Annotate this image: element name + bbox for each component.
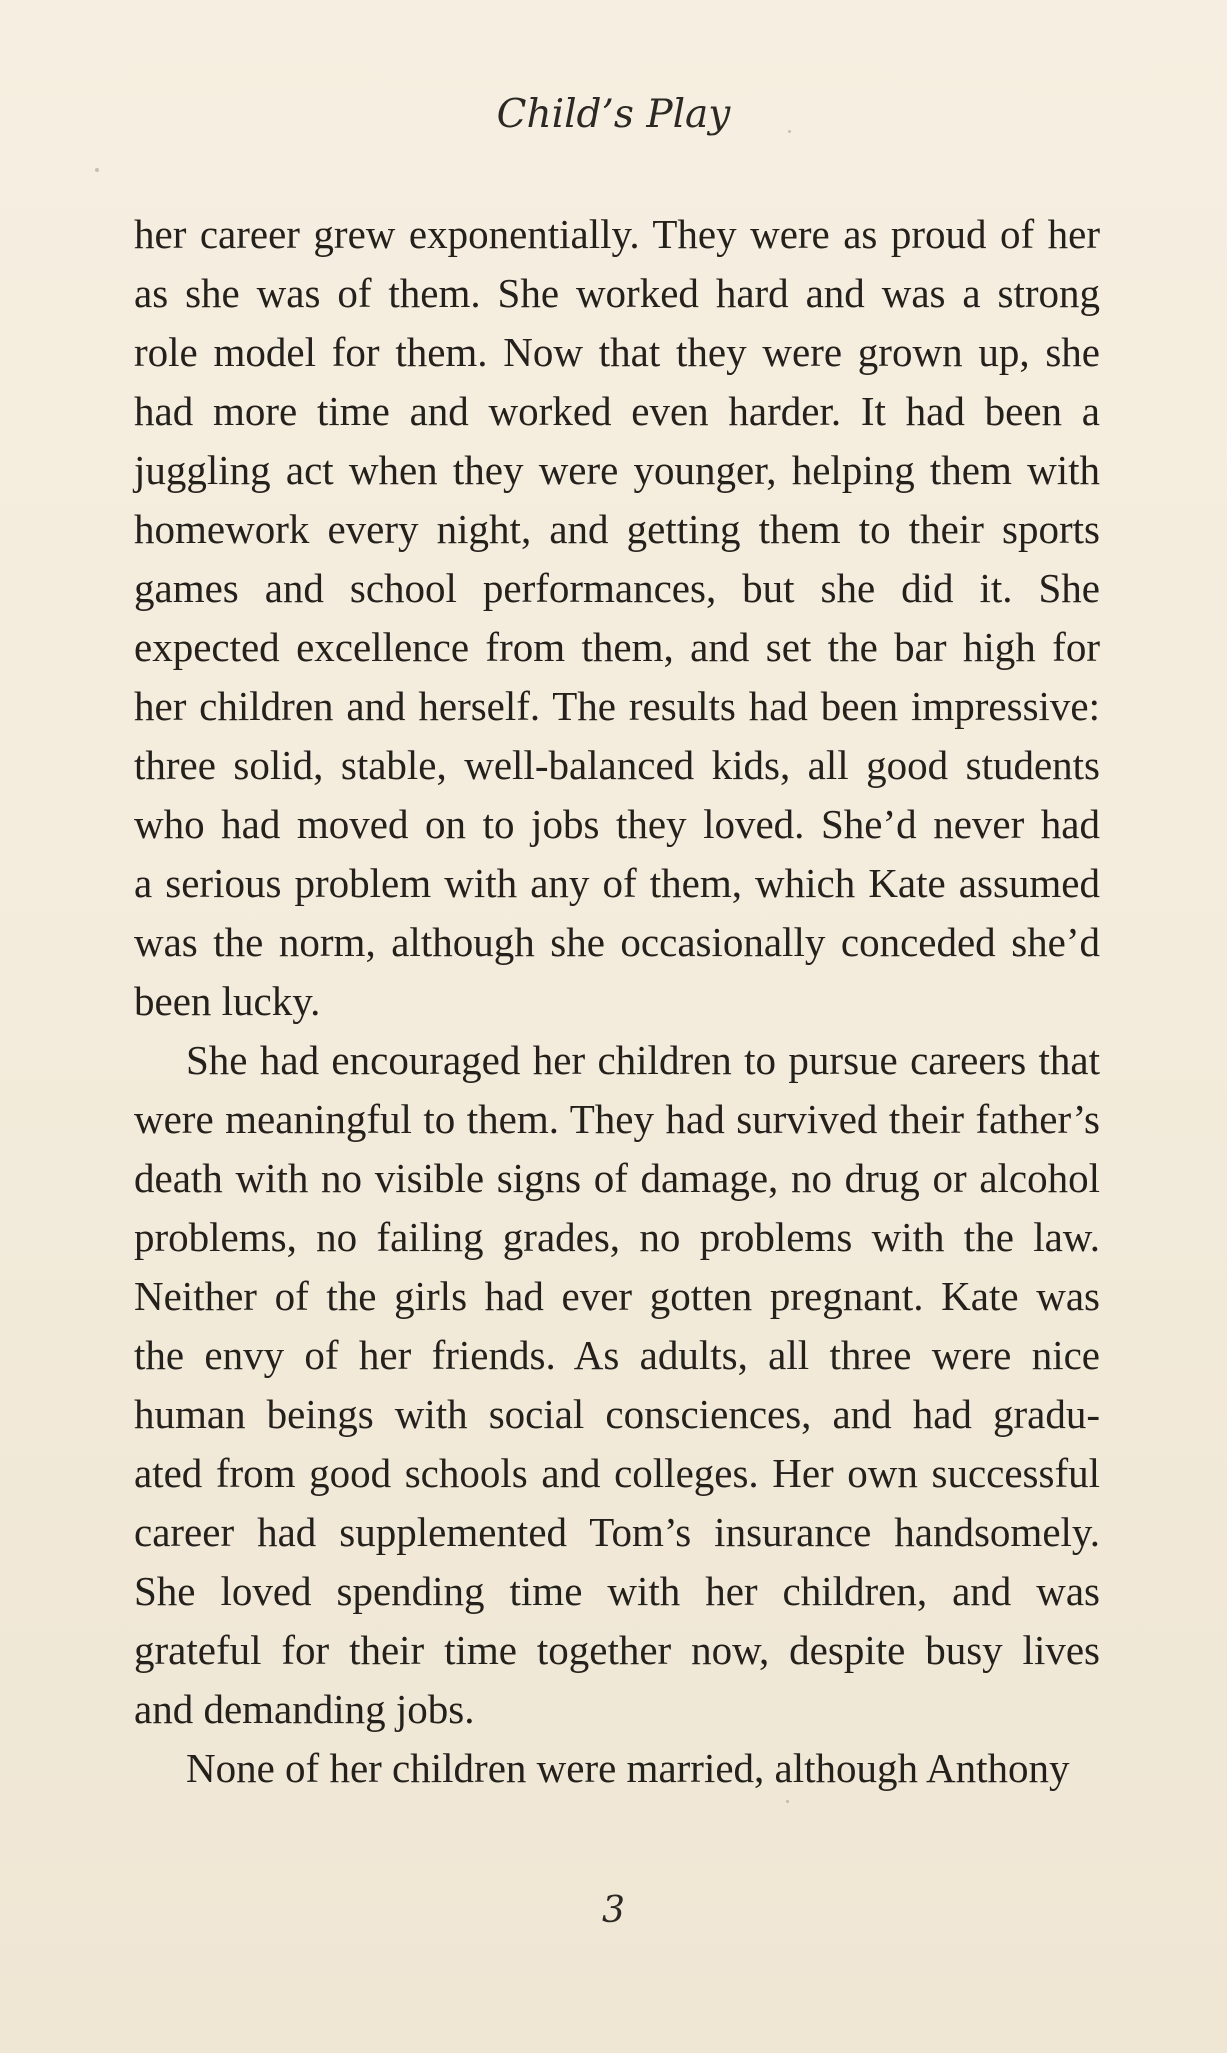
text-line: career had supplemented Tom’s insurance handsomely. [134,1509,1100,1555]
text-line: been lucky. [134,978,321,1024]
text-line: expected excellence from them, and set the bar high for [134,624,1100,670]
text-line: a serious problem with any of them, which Kate assumed [134,860,1100,906]
text-line: who had moved on to jobs they loved. She’d never had [134,801,1100,847]
text-line: as she was of them. She worked hard and was a strong [134,270,1100,316]
text-line: role model for them. Now that they were grown up, she [134,329,1100,375]
paper-speck [788,130,791,133]
text-line: the envy of her friends. As adults, all three were nice [134,1332,1100,1378]
paper-speck [95,168,99,172]
text-line: problems, no failing grades, no problems with the law. [134,1214,1100,1260]
text-line: None of her children were married, although Anthony [186,1745,1070,1791]
text-line: human beings with social consciences, and had gradu- [134,1391,1100,1437]
text-line: Neither of the girls had ever gotten pregnant. Kate was [134,1273,1100,1319]
text-line: She had encouraged her children to pursue careers that [186,1037,1100,1083]
text-line: her career grew exponentially. They were as proud of her [134,211,1100,257]
text-line: ated from good schools and colleges. Her own successful [134,1450,1100,1496]
page-number: 3 [602,1890,625,1931]
paper-speck [786,1800,789,1803]
text-line: death with no visible signs of damage, no drug or alcohol [134,1155,1100,1201]
text-line: were meaningful to them. They had survived their father’s [134,1096,1100,1142]
text-line: games and school performances, but she did it. She [134,565,1100,611]
text-line: was the norm, although she occasionally conceded she’d [134,919,1100,965]
text-line: grateful for their time together now, despite busy lives [134,1627,1100,1673]
text-line: three solid, stable, well-balanced kids, all good students [134,742,1100,788]
text-line: and demanding jobs. [134,1686,475,1732]
body-text [134,205,1100,1798]
text-line: She loved spending time with her children, and was [134,1568,1100,1614]
text-line: juggling act when they were younger, helping them with [134,447,1100,493]
text-line: had more time and worked even harder. It had been a [134,388,1100,434]
running-head: Child’s Play [496,92,731,137]
text-line: homework every night, and getting them to their sports [134,506,1100,552]
text-line: her children and herself. The results had been impressive: [134,683,1100,729]
